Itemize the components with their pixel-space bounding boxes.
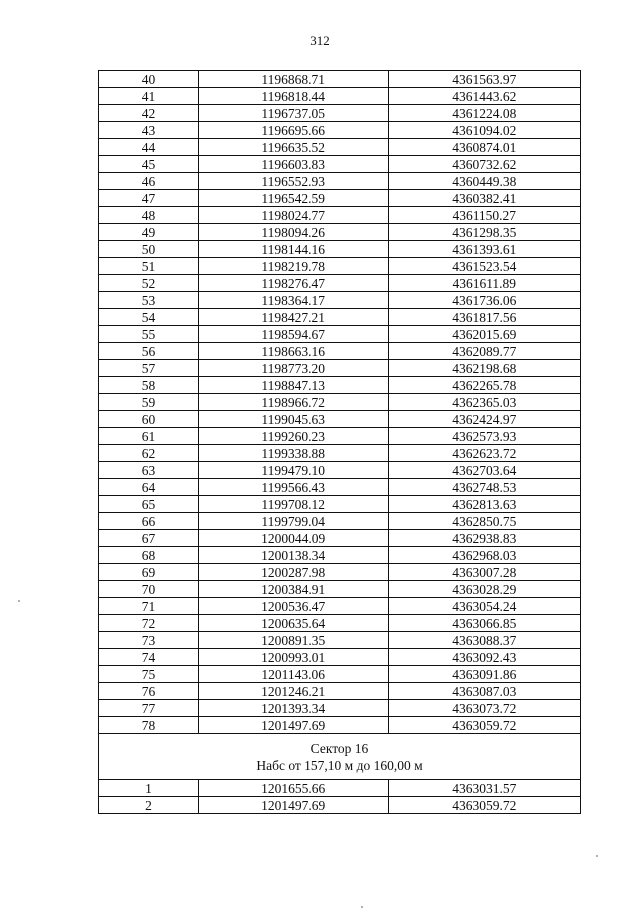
point-number-cell: 42 — [99, 105, 199, 122]
y-coordinate-cell: 4363066.85 — [388, 615, 581, 632]
table-row — [99, 666, 581, 683]
x-coordinate-cell: 1198663.16 — [198, 343, 388, 360]
coordinates-table — [98, 70, 581, 814]
point-number-cell: 66 — [99, 513, 199, 530]
table-row — [99, 683, 581, 700]
x-coordinate-cell: 1196552.93 — [198, 173, 388, 190]
table-row — [99, 717, 581, 734]
y-coordinate-cell: 4360732.62 — [388, 156, 581, 173]
y-coordinate-cell: 4361523.54 — [388, 258, 581, 275]
x-coordinate-cell: 1196542.59 — [198, 190, 388, 207]
point-number-cell: 69 — [99, 564, 199, 581]
point-number-cell: 53 — [99, 292, 199, 309]
x-coordinate-cell: 1198594.67 — [198, 326, 388, 343]
x-coordinate-cell: 1198966.72 — [198, 394, 388, 411]
y-coordinate-cell: 4362198.68 — [388, 360, 581, 377]
point-number-cell: 56 — [99, 343, 199, 360]
point-number-cell: 54 — [99, 309, 199, 326]
table-row — [99, 190, 581, 207]
table-row — [99, 224, 581, 241]
point-number-cell: 68 — [99, 547, 199, 564]
point-number-cell: 59 — [99, 394, 199, 411]
x-coordinate-cell: 1199045.63 — [198, 411, 388, 428]
table-row — [99, 139, 581, 156]
x-coordinate-cell: 1196737.05 — [198, 105, 388, 122]
y-coordinate-cell: 4362968.03 — [388, 547, 581, 564]
table-row — [99, 581, 581, 598]
sector-header — [99, 734, 581, 780]
coordinates-body-a — [99, 71, 581, 734]
y-coordinate-cell: 4362265.78 — [388, 377, 581, 394]
y-coordinate-cell: 4363091.86 — [388, 666, 581, 683]
x-coordinate-cell: 1196635.52 — [198, 139, 388, 156]
table-row — [99, 513, 581, 530]
x-coordinate-cell: 1198276.47 — [198, 275, 388, 292]
point-number-cell: 74 — [99, 649, 199, 666]
x-coordinate-cell: 1200384.91 — [198, 581, 388, 598]
y-coordinate-cell: 4362813.63 — [388, 496, 581, 513]
point-number-cell: 64 — [99, 479, 199, 496]
table-row — [99, 649, 581, 666]
point-number-cell: 45 — [99, 156, 199, 173]
y-coordinate-cell: 4363073.72 — [388, 700, 581, 717]
x-coordinate-cell: 1201497.69 — [198, 797, 388, 814]
y-coordinate-cell: 4363054.24 — [388, 598, 581, 615]
scan-speck — [18, 600, 20, 602]
table-row — [99, 71, 581, 88]
y-coordinate-cell: 4363092.43 — [388, 649, 581, 666]
table-row — [99, 241, 581, 258]
x-coordinate-cell: 1198024.77 — [198, 207, 388, 224]
x-coordinate-cell: 1201497.69 — [198, 717, 388, 734]
table-row — [99, 173, 581, 190]
point-number-cell: 72 — [99, 615, 199, 632]
point-number-cell: 43 — [99, 122, 199, 139]
y-coordinate-cell: 4363031.57 — [388, 780, 581, 797]
y-coordinate-cell: 4360874.01 — [388, 139, 581, 156]
y-coordinate-cell: 4362424.97 — [388, 411, 581, 428]
point-number-cell: 58 — [99, 377, 199, 394]
table-row — [99, 326, 581, 343]
point-number-cell: 62 — [99, 445, 199, 462]
table-row — [99, 394, 581, 411]
point-number-cell: 1 — [99, 780, 199, 797]
table-row — [99, 156, 581, 173]
y-coordinate-cell: 4362623.72 — [388, 445, 581, 462]
table-row — [99, 598, 581, 615]
x-coordinate-cell: 1198094.26 — [198, 224, 388, 241]
page-number: 312 — [310, 33, 330, 48]
point-number-cell: 50 — [99, 241, 199, 258]
y-coordinate-cell: 4361094.02 — [388, 122, 581, 139]
table-row — [99, 309, 581, 326]
point-number-cell: 75 — [99, 666, 199, 683]
table-row — [99, 207, 581, 224]
table-row — [99, 258, 581, 275]
y-coordinate-cell: 4361150.27 — [388, 207, 581, 224]
x-coordinate-cell: 1199708.12 — [198, 496, 388, 513]
y-coordinate-cell: 4363007.28 — [388, 564, 581, 581]
y-coordinate-cell: 4362089.77 — [388, 343, 581, 360]
y-coordinate-cell: 4361224.08 — [388, 105, 581, 122]
point-number-cell: 44 — [99, 139, 199, 156]
table-row — [99, 105, 581, 122]
x-coordinate-cell: 1200891.35 — [198, 632, 388, 649]
x-coordinate-cell: 1199799.04 — [198, 513, 388, 530]
point-number-cell: 63 — [99, 462, 199, 479]
x-coordinate-cell: 1198219.78 — [198, 258, 388, 275]
y-coordinate-cell: 4362850.75 — [388, 513, 581, 530]
table-row — [99, 377, 581, 394]
y-coordinate-cell: 4362365.03 — [388, 394, 581, 411]
y-coordinate-cell: 4363059.72 — [388, 717, 581, 734]
y-coordinate-cell: 4362703.64 — [388, 462, 581, 479]
point-number-cell: 73 — [99, 632, 199, 649]
sector-cell — [99, 734, 581, 780]
table-row — [99, 428, 581, 445]
point-number-cell: 57 — [99, 360, 199, 377]
table-row — [99, 360, 581, 377]
point-number-cell: 48 — [99, 207, 199, 224]
point-number-cell: 71 — [99, 598, 199, 615]
table-row — [99, 411, 581, 428]
table-row — [99, 462, 581, 479]
table-row — [99, 547, 581, 564]
x-coordinate-cell: 1200044.09 — [198, 530, 388, 547]
coordinates-body-b — [99, 780, 581, 814]
x-coordinate-cell: 1200287.98 — [198, 564, 388, 581]
x-coordinate-cell: 1199566.43 — [198, 479, 388, 496]
x-coordinate-cell: 1198427.21 — [198, 309, 388, 326]
x-coordinate-cell: 1201246.21 — [198, 683, 388, 700]
point-number-cell: 51 — [99, 258, 199, 275]
y-coordinate-cell: 4361611.89 — [388, 275, 581, 292]
table-row — [99, 700, 581, 717]
point-number-cell: 60 — [99, 411, 199, 428]
table-row — [99, 343, 581, 360]
x-coordinate-cell: 1198364.17 — [198, 292, 388, 309]
scan-speck — [361, 906, 363, 908]
table-row — [99, 496, 581, 513]
point-number-cell: 61 — [99, 428, 199, 445]
y-coordinate-cell: 4360449.38 — [388, 173, 581, 190]
y-coordinate-cell: 4361563.97 — [388, 71, 581, 88]
y-coordinate-cell: 4363059.72 — [388, 797, 581, 814]
x-coordinate-cell: 1201655.66 — [198, 780, 388, 797]
x-coordinate-cell: 1198144.16 — [198, 241, 388, 258]
point-number-cell: 46 — [99, 173, 199, 190]
point-number-cell: 2 — [99, 797, 199, 814]
scan-speck — [596, 855, 598, 857]
x-coordinate-cell: 1196603.83 — [198, 156, 388, 173]
table-row — [99, 564, 581, 581]
point-number-cell: 78 — [99, 717, 199, 734]
y-coordinate-cell: 4362938.83 — [388, 530, 581, 547]
x-coordinate-cell: 1201393.34 — [198, 700, 388, 717]
x-coordinate-cell: 1200138.34 — [198, 547, 388, 564]
x-coordinate-cell: 1198773.20 — [198, 360, 388, 377]
table-row — [99, 530, 581, 547]
point-number-cell: 76 — [99, 683, 199, 700]
y-coordinate-cell: 4361443.62 — [388, 88, 581, 105]
x-coordinate-cell: 1198847.13 — [198, 377, 388, 394]
sector-row — [99, 734, 581, 780]
x-coordinate-cell: 1200635.64 — [198, 615, 388, 632]
x-coordinate-cell: 1200993.01 — [198, 649, 388, 666]
y-coordinate-cell: 4363088.37 — [388, 632, 581, 649]
table-row — [99, 445, 581, 462]
table-row — [99, 780, 581, 797]
table-row — [99, 632, 581, 649]
y-coordinate-cell: 4361736.06 — [388, 292, 581, 309]
point-number-cell: 49 — [99, 224, 199, 241]
y-coordinate-cell: 4363028.29 — [388, 581, 581, 598]
x-coordinate-cell: 1200536.47 — [198, 598, 388, 615]
table-row — [99, 275, 581, 292]
x-coordinate-cell: 1196695.66 — [198, 122, 388, 139]
x-coordinate-cell: 1199479.10 — [198, 462, 388, 479]
table-row — [99, 88, 581, 105]
y-coordinate-cell: 4362573.93 — [388, 428, 581, 445]
y-coordinate-cell: 4363087.03 — [388, 683, 581, 700]
point-number-cell: 55 — [99, 326, 199, 343]
sector-title: Сектор 16 — [310, 740, 369, 756]
table-row — [99, 615, 581, 632]
table-row — [99, 479, 581, 496]
point-number-cell: 47 — [99, 190, 199, 207]
point-number-cell: 67 — [99, 530, 199, 547]
y-coordinate-cell: 4361298.35 — [388, 224, 581, 241]
y-coordinate-cell: 4362015.69 — [388, 326, 581, 343]
point-number-cell: 77 — [99, 700, 199, 717]
x-coordinate-cell: 1199338.88 — [198, 445, 388, 462]
table-row — [99, 797, 581, 814]
point-number-cell: 41 — [99, 88, 199, 105]
table-row — [99, 122, 581, 139]
sector-subtitle: Набс от 157,10 м до 160,00 м — [256, 757, 423, 773]
table-row — [99, 292, 581, 309]
y-coordinate-cell: 4361817.56 — [388, 309, 581, 326]
x-coordinate-cell: 1199260.23 — [198, 428, 388, 445]
y-coordinate-cell: 4361393.61 — [388, 241, 581, 258]
x-coordinate-cell: 1196818.44 — [198, 88, 388, 105]
x-coordinate-cell: 1201143.06 — [198, 666, 388, 683]
point-number-cell: 52 — [99, 275, 199, 292]
point-number-cell: 40 — [99, 71, 199, 88]
y-coordinate-cell: 4360382.41 — [388, 190, 581, 207]
x-coordinate-cell: 1196868.71 — [198, 71, 388, 88]
point-number-cell: 65 — [99, 496, 199, 513]
point-number-cell: 70 — [99, 581, 199, 598]
y-coordinate-cell: 4362748.53 — [388, 479, 581, 496]
